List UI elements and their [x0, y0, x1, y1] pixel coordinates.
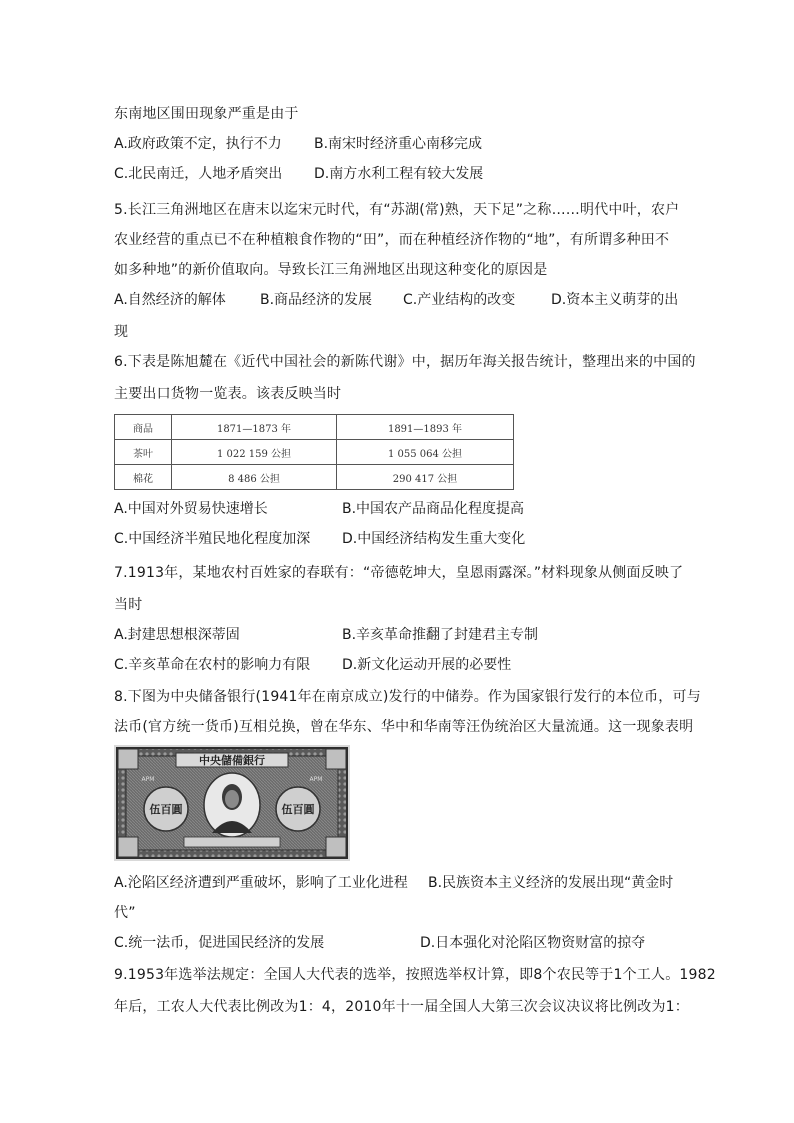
q7-line-1: 7.1913年，某地农村百姓家的春联有：“帝德乾坤大，皇恩雨露深。”材料现象从侧面反映了: [114, 565, 684, 581]
q5-line-3: 如多种地”的新价值取向。导致长江三角洲地区出现这种变化的原因是: [114, 262, 548, 278]
banknote-bank-name: 中央儲備銀行: [199, 754, 265, 767]
q5-line-2: 农业经营的重点已不在种植粮食作物的“田”，而在种植经济作物的“地”，有所谓多种田不: [114, 232, 670, 248]
q7-option-d: D.新文化运动开展的必要性: [342, 657, 512, 673]
q7-option-c: C.辛亥革命在农村的影响力有限: [114, 657, 311, 673]
q6-option-c: C.中国经济半殖民地化程度加深: [114, 531, 311, 547]
q7-option-a: A.封建思想根深蒂固: [114, 627, 240, 643]
q8-line-2: 法币(官方统一货币)互相兑换，曾在华东、华中和华南等汪伪统治区大量流通。这一现象表明: [114, 719, 694, 735]
table-row: [115, 440, 514, 465]
table-cell: 290 417 公担: [337, 465, 514, 490]
q6-option-b: B.中国农产品商品化程度提高: [342, 501, 525, 517]
banknote-denomination-left: 伍百圓: [149, 803, 183, 816]
table-header-cell: 商品: [115, 415, 172, 440]
table-header-cell: 1891—1893 年: [337, 415, 514, 440]
q5-option-d: D.资本主义萌芽的出: [551, 292, 679, 308]
q8-option-a: A.沦陷区经济遭到严重破坏，影响了工业化进程: [114, 875, 408, 891]
table-cell: 棉花: [115, 465, 172, 490]
banknote-illustration: [114, 745, 350, 861]
q6-option-d: D.中国经济结构发生重大变化: [342, 531, 526, 547]
q5-option-a: A.自然经济的解体: [114, 292, 226, 308]
q9-line-1: 9.1953年选举法规定：全国人大代表的选举，按照选举权计算，即8个农民等于1个工人。1982: [114, 967, 716, 983]
q4-option-a: A.政府政策不定，执行不力: [114, 136, 282, 152]
l1: 东南地区围田现象严重是由于: [114, 106, 299, 122]
q7-line-2: 当时: [114, 597, 143, 613]
q6-option-a: A.中国对外贸易快速增长: [114, 501, 268, 517]
q9-line-2: 年后，工农人大代表比例改为1：4，2010年十一届全国人大第三次会议决议将比例改为1：: [114, 999, 689, 1015]
q5-option-c: C.产业结构的改变: [403, 292, 516, 308]
q8-option-d: D.日本强化对沦陷区物资财富的掠夺: [420, 935, 646, 951]
q4-option-d: D.南方水利工程有较大发展: [314, 166, 484, 182]
q5-line-1: 5.长江三角洲地区在唐末以迄宋元时代，有“苏湖(常)熟，天下足”之称……明代中叶，农户: [114, 202, 680, 218]
q7-option-b: B.辛亥革命推翻了封建君主专制: [342, 627, 539, 643]
q8-line-1: 8.下图为中央储备银行(1941年在南京成立)发行的中储券。作为国家银行发行的本位币，可与: [114, 689, 701, 705]
table-row: [115, 465, 514, 490]
banknote-image: [114, 745, 350, 861]
q4-option-b: B.南宋时经济重心南移完成: [314, 136, 483, 152]
table-cell: 茶叶: [115, 440, 172, 465]
q4-option-c: C.北民南迁，人地矛盾突出: [114, 166, 283, 182]
table-header-row: [115, 415, 514, 440]
q8-option-c: C.统一法币，促进国民经济的发展: [114, 935, 325, 951]
q6-line-2: 主要出口货物一览表。该表反映当时: [114, 386, 342, 402]
q6-line-1: 6.下表是陈旭麓在《近代中国社会的新陈代谢》中，据历年海关报告统计，整理出来的中国的: [114, 354, 696, 370]
table-cell: 8 486 公担: [172, 465, 337, 490]
q8-option-tail: 代”: [114, 905, 136, 921]
table-header-cell: 1871—1873 年: [172, 415, 337, 440]
q5-option-tail: 现: [114, 324, 129, 340]
table-cell: 1 022 159 公担: [172, 440, 337, 465]
banknote-corner-mark-left: APM: [141, 776, 155, 783]
banknote-denomination-right: 伍百圓: [281, 803, 315, 816]
q8-option-b: B.民族资本主义经济的发展出现“黄金时: [428, 875, 674, 891]
export-table: [114, 414, 514, 490]
banknote-corner-mark-right: APM: [309, 776, 323, 783]
q5-option-b: B.商品经济的发展: [260, 292, 373, 308]
table-cell: 1 055 064 公担: [337, 440, 514, 465]
